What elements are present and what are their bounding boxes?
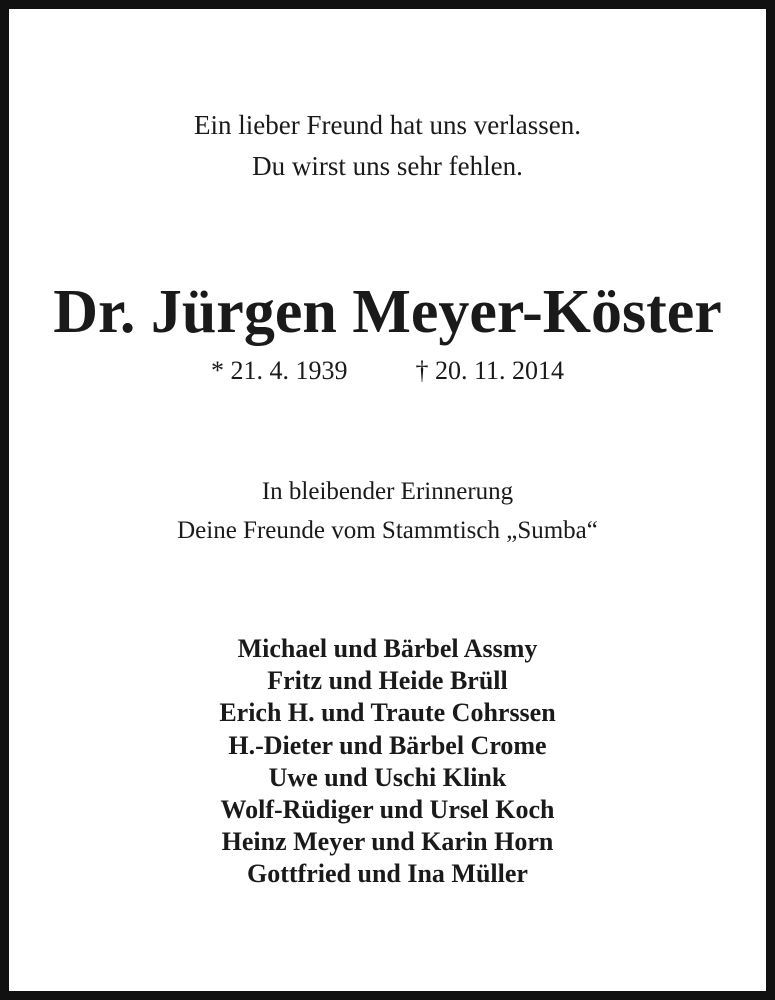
signer: Michael und Bärbel Assmy xyxy=(237,634,538,663)
memory-line-2: Deine Freunde vom Stammtisch „Sumba“ xyxy=(177,517,598,544)
memory-line-1: In bleibender Erinnerung xyxy=(261,478,514,505)
intro-line-1: Ein lieber Freund hat uns verlassen. xyxy=(194,110,581,140)
signer: Wolf-Rüdiger und Ursel Koch xyxy=(220,795,555,825)
signers-list xyxy=(9,633,766,891)
death-date: † 20. 11. 2014 xyxy=(415,356,565,385)
intro-line-2: Du wirst uns sehr fehlen. xyxy=(252,151,523,181)
signer: H.-Dieter und Bärbel Crome xyxy=(228,730,547,760)
signer: Heinz Meyer und Karin Horn xyxy=(221,827,554,857)
signer: Fritz und Heide Brüll xyxy=(267,666,508,696)
signer: Gottfried und Ina Müller xyxy=(247,859,528,889)
deceased-name: Dr. Jürgen Meyer-Köster xyxy=(53,278,722,346)
birth-date: * 21. 4. 1939 xyxy=(210,356,348,385)
signer: Erich H. und Traute Cohrssen xyxy=(219,698,556,728)
life-dates xyxy=(9,355,766,387)
signer: Uwe und Uschi Klink xyxy=(268,762,507,792)
